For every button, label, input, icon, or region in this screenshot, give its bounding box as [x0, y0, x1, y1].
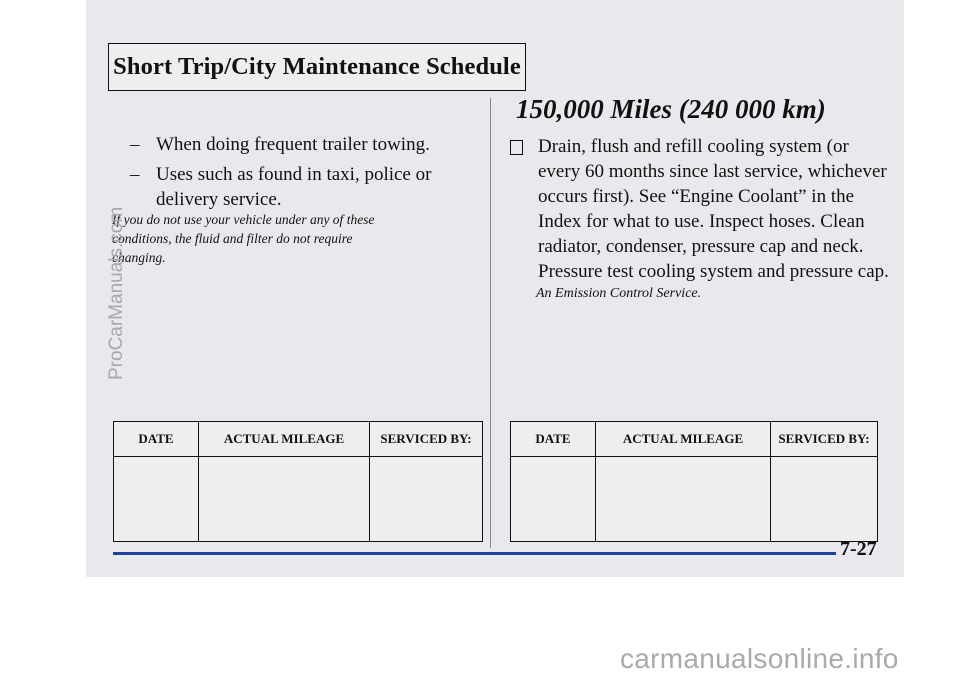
bullet-dash: –: [130, 164, 140, 185]
service-log-table-left: [113, 421, 483, 542]
table-row: [511, 457, 878, 542]
serviced-by-cell[interactable]: [370, 457, 483, 542]
maintenance-item-text: Drain, flush and refill cooling system (or every 60 months since last service, whichever occurs first). See “Engine Coolant” in the Index for what to use. Inspect hoses. Clean radiator, condenser, pressure cap and neck. Pressure test cooling system and pressure cap.: [538, 136, 889, 282]
side-watermark: ProCarManuals.com: [106, 206, 127, 380]
bullet-text: When doing frequent trailer towing.: [156, 134, 430, 155]
fluid-filter-note: If you do not use your vehicle under any of these conditions, the fluid and filter do not require changing.: [112, 212, 375, 265]
list-item: [130, 162, 460, 212]
column-header-date: DATE: [511, 422, 596, 457]
condition-list: [130, 132, 460, 217]
bullet-dash: –: [130, 134, 140, 155]
column-divider: [490, 98, 491, 548]
footer-watermark: carmanualsonline.info: [620, 643, 899, 674]
section-title: Short Trip/City Maintenance Schedule: [113, 53, 521, 80]
mileage-cell[interactable]: [596, 457, 771, 542]
column-header-date: DATE: [114, 422, 199, 457]
mileage-cell[interactable]: [199, 457, 370, 542]
section-title-box: [108, 43, 526, 91]
serviced-by-cell[interactable]: [771, 457, 878, 542]
date-cell[interactable]: [511, 457, 596, 542]
service-log-table-right: [510, 421, 878, 542]
page-number: 7-27: [840, 538, 877, 560]
column-header-serviced-by: SERVICED BY:: [771, 422, 878, 457]
maintenance-item: [510, 134, 890, 284]
date-cell[interactable]: [114, 457, 199, 542]
column-header-mileage: ACTUAL MILEAGE: [596, 422, 771, 457]
emission-note: An Emission Control Service.: [536, 286, 702, 301]
checkbox-icon[interactable]: [510, 140, 523, 155]
column-header-serviced-by: SERVICED BY:: [370, 422, 483, 457]
bottom-rule: [113, 552, 836, 555]
mileage-heading: 150,000 Miles (240 000 km): [516, 94, 826, 124]
column-header-mileage: ACTUAL MILEAGE: [199, 422, 370, 457]
table-row: [114, 457, 483, 542]
list-item: [130, 132, 460, 157]
bullet-text: Uses such as found in taxi, police or delivery service.: [156, 164, 432, 210]
